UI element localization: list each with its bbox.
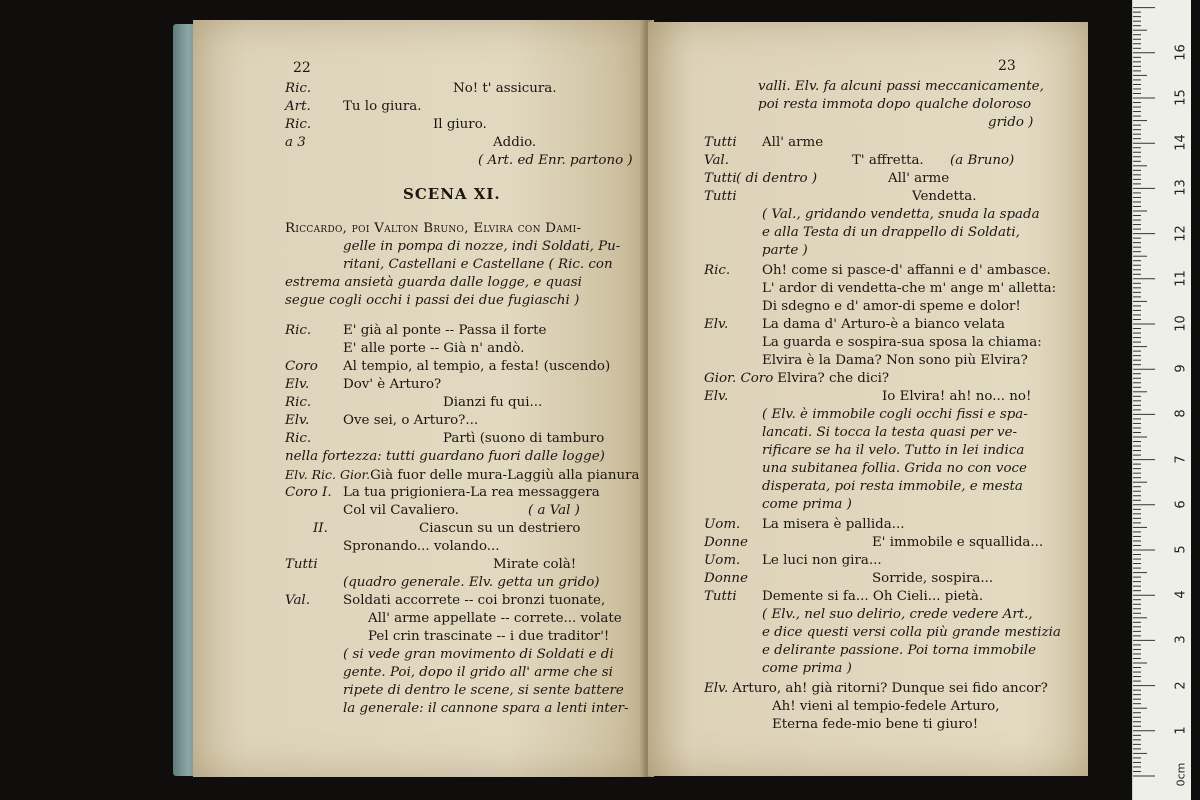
scene-heading: SCENA XI.	[403, 185, 501, 203]
text-line: L' ardor di vendetta-che m' ange m' alletta:	[762, 281, 1057, 296]
text-line: Gior. Coro Elvira? che dici?	[704, 371, 890, 386]
stage-direction: ( Art. ed Enr. partono )	[478, 153, 633, 168]
ruler-label: 10	[1173, 315, 1189, 332]
text-line: Pel crin trascinate -- i due traditor'!	[368, 629, 610, 644]
text-line: a 3 Addio.	[285, 135, 537, 150]
stage-direction: rificare se ha il velo. Tutto in lei indica	[762, 443, 1025, 458]
ruler-label: 9	[1173, 364, 1189, 373]
text-line: Tutti All' arme	[704, 135, 824, 150]
stage-direction: come prima )	[762, 661, 852, 676]
text-line: Elv. Ove sei, o Arturo?...	[285, 413, 479, 428]
text-line: Elv. Io Elvira! ah! no... no!	[704, 389, 1032, 404]
stage-direction: (a Bruno)	[950, 153, 1015, 168]
text-line: Elv. Arturo, ah! già ritorni? Dunque sei fido ancor?	[704, 681, 1048, 696]
text-line: All' arme	[888, 171, 950, 186]
page-number: 22	[293, 60, 311, 76]
stage-direction: disperata, poi resta immobile, e mesta	[762, 479, 1023, 494]
ruler-label: 0cm	[1174, 762, 1188, 787]
text-line: Elv. La dama d' Arturo-è a bianco velata	[704, 317, 1006, 332]
text-line: Coro Al tempio, al tempio, a festa! (uscendo)	[285, 359, 611, 374]
text-line: Coro I. La tua prigioniera-La rea messaggera	[285, 485, 600, 500]
ruler-label: 5	[1173, 545, 1189, 554]
stage-direction: gente. Poi, dopo il grido all' arme che si	[343, 665, 613, 680]
stage-direction: nella fortezza: tutti guardano fuori dalle logge)	[285, 449, 605, 464]
ruler-label: 8	[1173, 409, 1189, 419]
stage-direction: la generale: il cannone spara a lenti inter-	[343, 701, 629, 716]
stage-direction: ripete di dentro le scene, si sente battere	[343, 683, 624, 698]
ruler-label: 2	[1173, 680, 1189, 690]
stage-direction: e dice questi versi colla più grande mestizia	[762, 625, 1061, 640]
text-line: Elv. Dov' è Arturo?	[285, 377, 442, 392]
stage-direction: segue cogli occhi i passi dei due fugiaschi )	[285, 293, 580, 308]
stage-direction: (quadro generale. Elv. getta un grido)	[343, 575, 600, 590]
text-line: Ric. Dianzi fu qui...	[285, 395, 543, 410]
ruler-label: 1	[1173, 726, 1189, 735]
text-line: Elv. Ric. Gior.Già fuor delle mura-Laggiù alla pianura	[285, 467, 640, 483]
stage-direction: una subitanea follia. Grida no con voce	[762, 461, 1027, 476]
text-line: Tutti( di dentro )	[704, 171, 818, 186]
text-line: Ric. Il giuro.	[285, 117, 487, 132]
text-line: Val. Soldati accorrete -- coi bronzi tuonate,	[285, 593, 606, 608]
page-number: 23	[998, 58, 1016, 74]
stage-direction: come prima )	[762, 497, 852, 512]
stage-direction: ( Elv. è immobile cogli occhi fissi e spa-	[762, 407, 1028, 422]
stage-direction: e delirante passione. Poi torna immobile	[762, 643, 1037, 658]
text-line: All' arme appellate -- correte... volate	[368, 611, 622, 626]
stage-direction: lancati. Si tocca la testa quasi per ve-	[762, 425, 1018, 440]
ruler-label: 4	[1173, 590, 1189, 599]
text-line: E' alle porte -- Già n' andò.	[343, 341, 525, 356]
text-line: La guarda e sospira-sua sposa la chiama:	[762, 335, 1042, 350]
ruler-label: 13	[1173, 179, 1189, 197]
text-line: Donne Sorride, sospira...	[704, 571, 994, 586]
text-line: Tutti Vendetta.	[704, 189, 977, 204]
ruler-label: 14	[1173, 134, 1189, 151]
text-line: Ric. Oh! come si pasce-d' affanni e d' ambasce.	[704, 263, 1051, 278]
text-line: Val. T' affretta.	[704, 153, 924, 168]
stage-direction: poi resta immota dopo qualche doloroso	[758, 97, 1032, 112]
stage-direction: estrema ansietà guarda dalle logge, e quasi	[285, 275, 582, 290]
ruler-label: 16	[1173, 44, 1189, 61]
stage-direction: parte )	[762, 243, 808, 258]
text-line: Di sdegno e d' amor-di speme e dolor!	[762, 299, 1021, 314]
stage-direction: ( si vede gran movimento di Soldati e di	[343, 647, 614, 662]
text-line: Ric. Partì (suono di tamburo	[285, 431, 605, 446]
text-line: Col vil Cavaliero.	[343, 503, 459, 518]
text-line: Tutti Demente si fa... Oh Cieli... pietà.	[704, 589, 984, 604]
right-page	[648, 22, 1088, 776]
stage-direction: ( Elv., nel suo delirio, crede vedere Art.,	[762, 607, 1033, 622]
stage-direction: ( a Val )	[528, 503, 580, 518]
text-line: Art. Tu lo giura.	[285, 99, 422, 114]
cast-line: gelle in pompa di nozze, indi Soldati, Pu-	[343, 239, 621, 254]
stage-direction: grido )	[988, 115, 1034, 130]
text-line: Uom. Le luci non gira...	[704, 553, 882, 568]
text-line: II. Ciascun su un destriero	[313, 521, 581, 536]
ruler-label: 7	[1173, 454, 1189, 464]
text-line: Tutti Mirate colà!	[285, 557, 577, 572]
text-line: Ric. No! t' assicura.	[285, 81, 557, 96]
text-line: Ah! vieni al tempio-fedele Arturo,	[772, 699, 1000, 714]
left-page	[193, 20, 645, 777]
cast-line: ritani, Castellani e Castellane ( Ric. con	[343, 257, 613, 272]
ruler-label: 15	[1173, 89, 1189, 106]
ruler-label: 6	[1173, 500, 1189, 509]
stage-direction: e alla Testa di un drappello di Soldati,	[762, 225, 1020, 240]
stage-direction: ( Val., gridando vendetta, snuda la spada	[762, 207, 1040, 222]
cast-line: Riccardo, poi Valton Bruno, Elvira con Dami-	[285, 221, 582, 236]
ruler-label: 11	[1173, 270, 1189, 287]
text-line: Uom. La misera è pallida...	[704, 517, 905, 532]
text-line: Elvira è la Dama? Non sono più Elvira?	[762, 353, 1028, 368]
ruler-label: 12	[1173, 224, 1189, 242]
text-line: Spronando... volando...	[343, 539, 500, 554]
text-line: Ric. E' già al ponte -- Passa il forte	[285, 323, 547, 338]
text-line: Eterna fede-mio bene ti giuro!	[772, 717, 979, 732]
stage-direction: valli. Elv. fa alcuni passi meccanicamente,	[758, 79, 1044, 94]
ruler-label: 3	[1173, 635, 1189, 645]
text-line: Donne E' immobile e squallida...	[704, 535, 1044, 550]
